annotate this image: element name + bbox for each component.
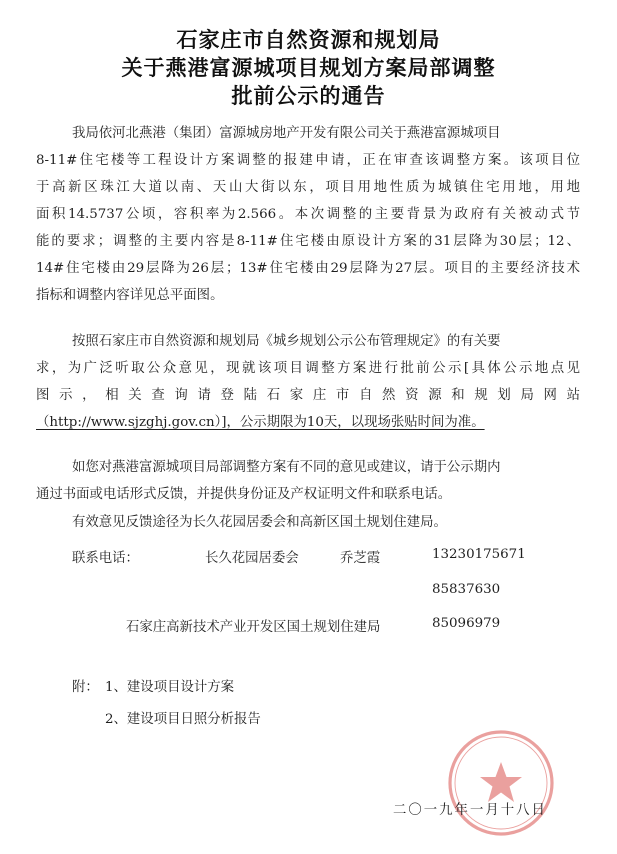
p1-line-3: 于高新区珠江大道以南、天山大街以东，项目用地性质为城镇住宅用地，用地 (36, 180, 580, 195)
p1-line-4: 面积14.5737公顷，容积率为2.566。本次调整的主要背景为政府有关被动式节 (36, 207, 580, 222)
p1-line-6: 14#住宅楼由29层降为26层；13#住宅楼由29层降为27层。项目的主要经济技术 (36, 261, 580, 276)
title-line-2: 关于燕港富源城项目规划方案局部调整 (121, 56, 496, 80)
official-seal-stamp (446, 728, 556, 838)
p1-line-1: 我局依河北燕港（集团）富源城房地产开发有限公司关于燕港富源城项目 (72, 126, 501, 141)
p1-line-2: 8-11#住宅楼等工程设计方案调整的报建申请，正在审查该调整方案。该项目位 (36, 153, 580, 168)
title-line-1: 石家庄市自然资源和规划局 (176, 28, 441, 52)
contact-label: 联系电话： (72, 551, 139, 566)
p2-line-4-url: （http://www.sjzghj.gov.cn）]，公示期限为10天，以现场张贴时间为准。 (36, 415, 485, 430)
contact-phone-3: 85096979 (432, 616, 501, 631)
p2-line-3: 图示，相关查询请登陆石家庄市自然资源和规划局网站 (36, 388, 580, 403)
p1-line-5: 能的要求；调整的主要内容是8-11#住宅楼由原设计方案的31层降为30层；12、 (36, 234, 580, 249)
attachments-label: 附： (72, 680, 99, 695)
p2-line-1: 按照石家庄市自然资源和规划局《城乡规划公示公布管理规定》的有关要 (72, 334, 501, 349)
contact-phone-2: 85837630 (432, 582, 501, 597)
p3-line-2: 通过书面或电话形式反馈，并提供身份证及产权证明文件和联系电话。 (36, 487, 452, 502)
contact-person-1: 乔芝霞 (340, 551, 381, 566)
title-line-3: 批前公示的通告 (231, 84, 386, 108)
contact-org-2: 石家庄高新技术产业开发区国土规划住建局 (126, 620, 381, 635)
p2-line-2: 求，为广泛听取公众意见，现就该项目调整方案进行批前公示[具体公示地点见 (36, 361, 580, 376)
contact-org-1: 长久花园居委会 (205, 551, 299, 566)
p4-line-1: 有效意见反馈途径为长久花园居委会和高新区国土规划住建局。 (72, 515, 447, 530)
p1-line-7: 指标和调整内容详见总平面图。 (36, 288, 224, 303)
attachment-item-1: 1、建设项目设计方案 (105, 680, 235, 695)
attachment-item-2: 2、建设项目日照分析报告 (105, 712, 261, 727)
contact-phone-1: 13230175671 (432, 547, 526, 562)
document-date: 二〇一九年一月十八日 (393, 803, 547, 818)
p3-line-1: 如您对燕港富源城项目局部调整方案有不同的意见或建议，请于公示期内 (72, 460, 501, 475)
